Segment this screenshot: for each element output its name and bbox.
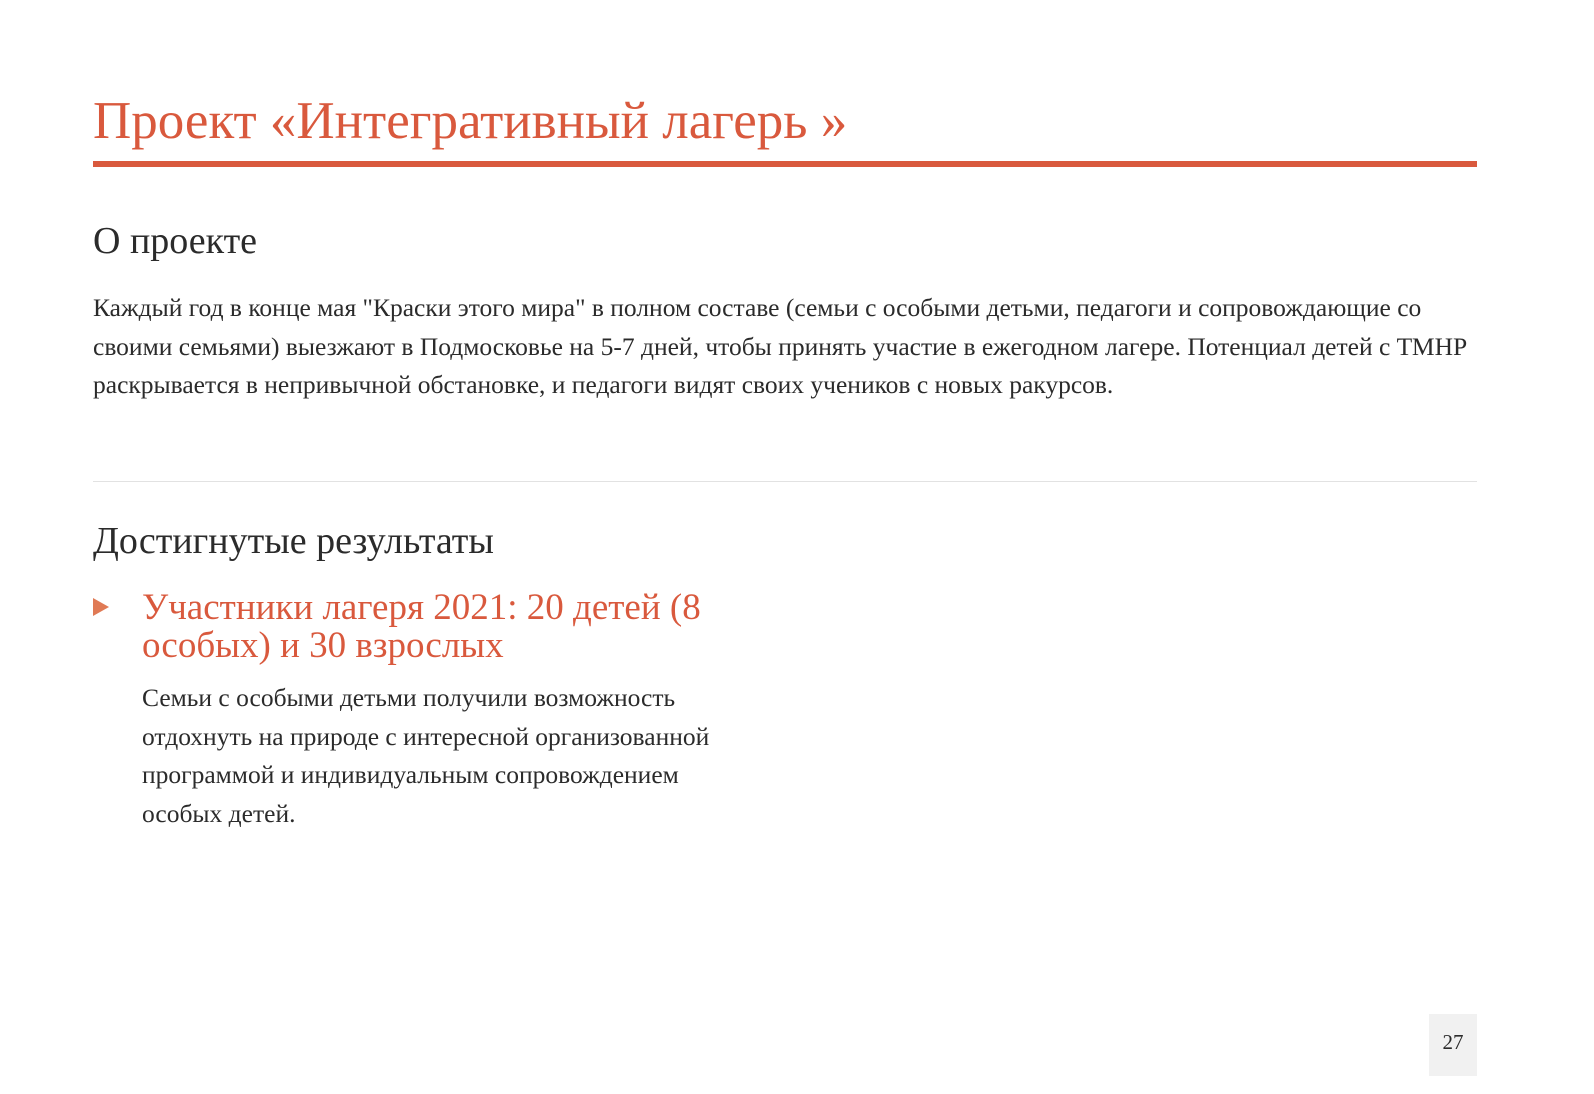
result-item-text: Семьи с особыми детьми получили возможность отдохнуть на природе с интересной организованной программой и индивидуальным сопровождением особых детей.: [142, 683, 710, 828]
title-underline: [93, 161, 1477, 167]
results-heading: Достигнутые результаты: [93, 520, 494, 562]
section-divider: [93, 481, 1477, 482]
page-number: 27: [1429, 1014, 1477, 1076]
about-heading: О проекте: [93, 220, 258, 262]
about-text: Каждый год в конце мая "Краски этого мира" в полном составе (семьи с особыми детьми, педагоги и сопровождающие со своими семьями) выезжают в Подмосковье на 5-7 дней, чтобы принять участие в ежегодном лагере. Потенциал детей с ТМНР раскрывается в непривычной обстановке, и педагоги видят своих учеников с новых ракурсов.: [93, 293, 1468, 399]
result-item-title: Участники лагеря 2021: 20 детей (8 особых) и 30 взрослых: [142, 587, 701, 666]
slide-title: Проект «Интегративный лагерь »: [93, 92, 848, 150]
triangle-bullet-icon: [93, 598, 109, 616]
